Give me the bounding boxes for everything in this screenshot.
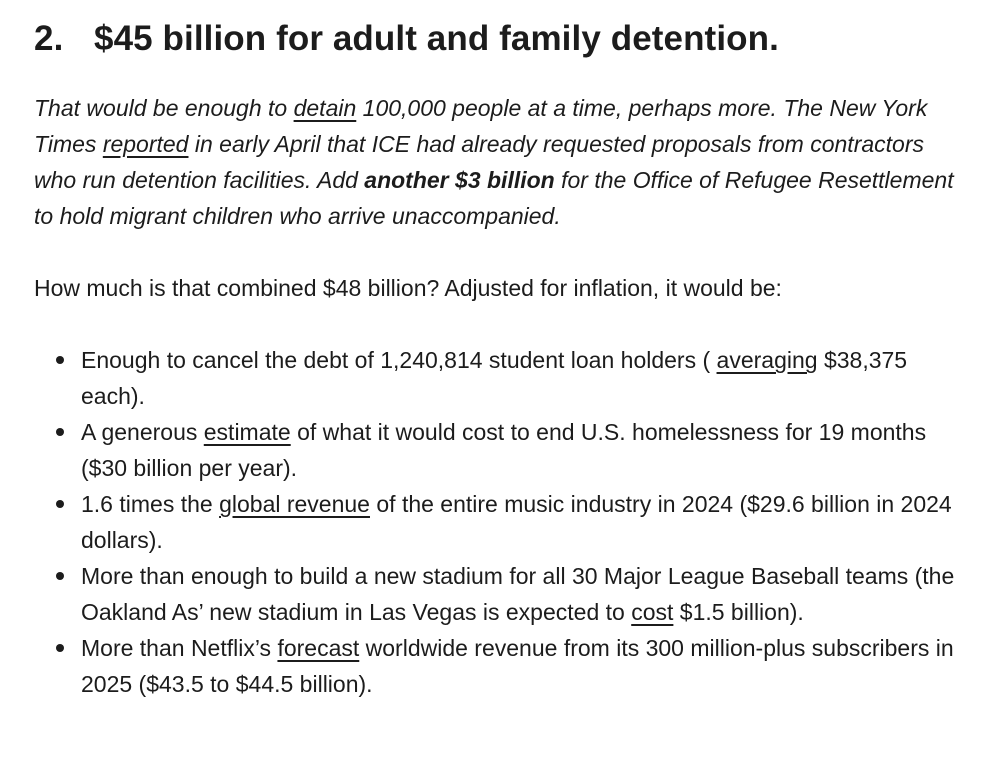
forecast-link[interactable]: forecast (277, 635, 360, 661)
bullet-icon (56, 500, 64, 508)
bullet-icon (56, 644, 64, 652)
list-item-text: $38,375 each). (81, 347, 908, 409)
detain-link[interactable]: detain (293, 95, 357, 121)
estimate-link[interactable]: estimate (203, 419, 291, 445)
list-item-text: More than enough to build a new stadium for all 30 Major League Baseball teams (the Oakland As’ new stadium in Las Vegas is expected to (81, 563, 955, 625)
lede-text: in early April that ICE had already requested proposals from contractors who run detention facilities. Add (34, 131, 924, 193)
lede-text: for the Office of Refugee Resettlement to hold migrant children who arrive unaccompanied. (34, 167, 954, 229)
list-item (34, 414, 970, 486)
bullet-icon (56, 428, 64, 436)
cost-link[interactable]: cost (631, 599, 674, 625)
global-revenue-link[interactable]: global revenue (219, 491, 370, 517)
lede-paragraph (34, 90, 970, 234)
reported-link[interactable]: reported (102, 131, 189, 157)
section-number: 2. (34, 19, 64, 58)
list-item (34, 486, 970, 558)
lede-text: 100,000 people at a time, perhaps more. The New York Times (34, 95, 928, 157)
list-item-text: of what it would cost to end U.S. homelessness for 19 months ($30 billion per year). (81, 419, 927, 481)
list-item-text: 1.6 times the (81, 491, 220, 517)
lede-text: That would be enough to (34, 95, 294, 121)
list-item-text: A generous (81, 419, 204, 445)
section-heading (34, 14, 970, 64)
list-item-text: Enough to cancel the debt of 1,240,814 student loan holders ( (81, 347, 717, 373)
list-item-text: More than Netflix’s (81, 635, 278, 661)
lede-bold-text: another $3 billion (364, 167, 555, 193)
question-paragraph: How much is that combined $48 billion? Adjusted for inflation, it would be: (34, 275, 782, 301)
averaging-link[interactable]: averaging (716, 347, 818, 373)
comparison-list (34, 342, 970, 702)
bullet-icon (56, 572, 64, 580)
list-item (34, 558, 970, 630)
list-item-text: of the entire music industry in 2024 ($29.6 billion in 2024 dollars). (81, 491, 952, 553)
list-item-text: $1.5 billion). (673, 599, 804, 625)
section-title: $45 billion for adult and family detention. (94, 19, 779, 58)
list-item (34, 342, 970, 414)
list-item-text: worldwide revenue from its 300 million-plus subscribers in 2025 ($43.5 to $44.5 billion). (81, 635, 954, 697)
list-item (34, 630, 970, 702)
bullet-icon (56, 356, 64, 364)
